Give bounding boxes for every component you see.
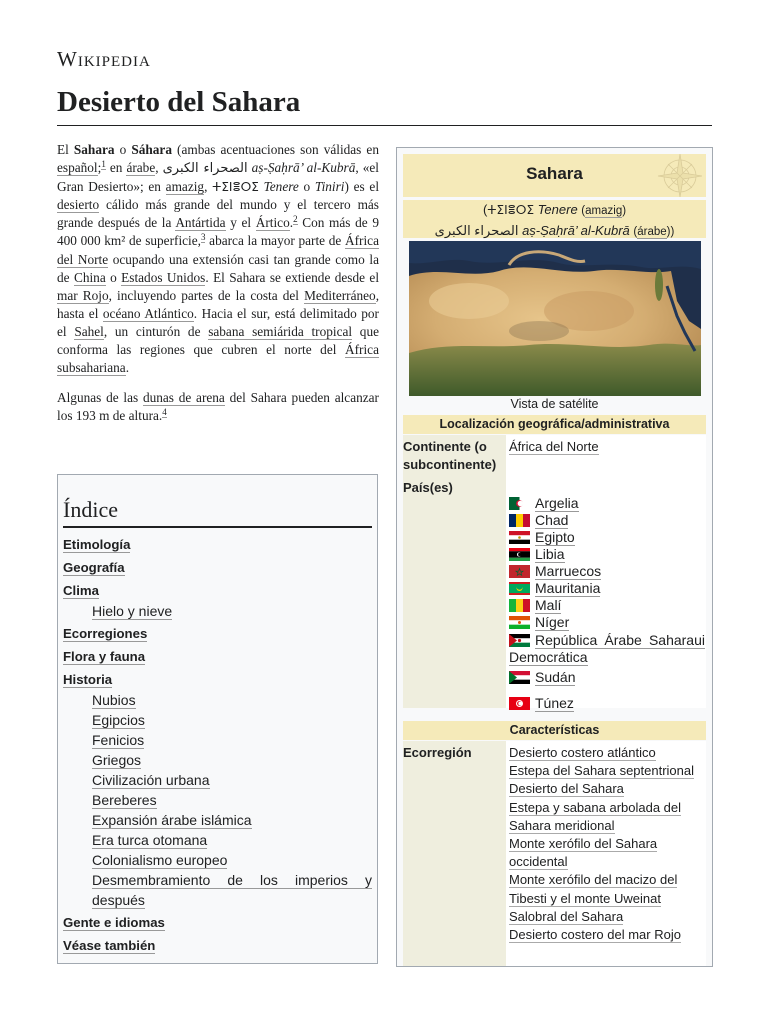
flag-egypt-icon <box>509 531 530 544</box>
toc-item-label[interactable]: Clima <box>63 583 99 598</box>
ecoregion-item[interactable] <box>509 762 707 780</box>
toc-subitem-label[interactable]: Bereberes <box>92 792 157 808</box>
infobox-header <box>403 154 706 197</box>
flag-algeria-icon <box>509 497 530 510</box>
countries-label: País(es) <box>403 480 453 495</box>
toc-subitem-label[interactable]: Civilización urbana <box>92 772 210 788</box>
country-name[interactable]: Mauritania <box>535 580 601 596</box>
label-column-location <box>403 435 506 708</box>
country-name[interactable]: Sudán <box>535 669 576 685</box>
toc-subitem[interactable] <box>92 810 372 830</box>
ecoregion-item[interactable] <box>509 744 707 762</box>
country-name[interactable]: Egipto <box>535 529 575 545</box>
toc-title: Índice <box>63 475 372 528</box>
ref-1[interactable]: 1 <box>101 158 106 169</box>
link-africa-subsahariana[interactable]: África subsahariana <box>57 342 379 376</box>
arabic-name: الصحراء الكبرى <box>162 161 248 177</box>
section-location-header: Localización geográfica/administrativa <box>403 415 706 434</box>
toc-item-label[interactable]: Gente e idiomas <box>63 915 165 930</box>
ecoregion-link[interactable]: Desierto costero del mar Rojo <box>509 927 681 943</box>
section-features-header: Características <box>403 721 706 740</box>
country-chad[interactable] <box>509 512 568 529</box>
ecoregion-label: Ecorregión <box>403 745 472 760</box>
toc-subitem[interactable] <box>92 690 372 710</box>
country-name[interactable]: República Árabe Saharaui Democrática <box>509 632 705 665</box>
toc-item[interactable] <box>63 535 372 555</box>
intro-text <box>57 141 379 437</box>
satellite-image[interactable] <box>409 241 701 396</box>
toc-item[interactable] <box>63 936 372 956</box>
infobox-title: Sahara <box>526 164 583 183</box>
toc-subitem-label[interactable]: Nubios <box>92 692 136 708</box>
toc-subitem[interactable] <box>92 790 372 810</box>
ecoregion-item[interactable] <box>509 799 707 835</box>
flag-niger-icon <box>509 616 530 629</box>
ref-4[interactable]: 4 <box>162 406 167 417</box>
link-espanol[interactable]: español <box>57 160 98 176</box>
country-sahrawi[interactable] <box>509 632 705 666</box>
country-egypt[interactable] <box>509 529 575 546</box>
toc-subitem-label[interactable]: Expansión árabe islámica <box>92 812 252 828</box>
country-sudan[interactable] <box>509 669 575 686</box>
flag-sahrawi-icon <box>509 634 530 647</box>
link-arabe[interactable]: árabe <box>126 160 156 176</box>
page-title: Desierto del Sahara <box>57 86 301 118</box>
toc-subitem-label[interactable]: Era turca otomana <box>92 832 208 848</box>
ecoregion-link[interactable]: Estepa del Sahara septentrional <box>509 763 695 779</box>
country-name[interactable]: Malí <box>535 597 562 613</box>
ecoregion-link[interactable]: Estepa y sabana arbolada del Sahara meridional <box>509 799 682 833</box>
link-oceano-atlantico[interactable]: océano Atlántico <box>102 305 194 321</box>
translit-name: aṣ-Ṣaḥrā’ al-Kubrā <box>251 160 356 176</box>
ref-2[interactable]: 2 <box>293 213 298 224</box>
toc-item-label[interactable]: Geografía <box>63 560 125 575</box>
tifinagh-name: ⵜⵉⵏⴻⵔⵉ <box>212 180 259 195</box>
country-name[interactable]: Marruecos <box>535 563 602 579</box>
country-name[interactable]: Argelia <box>535 495 579 511</box>
toc-item-label[interactable]: Etimología <box>63 537 131 552</box>
continent-value[interactable]: África del Norte <box>509 439 599 454</box>
link-antartida[interactable]: Antártida <box>175 215 226 231</box>
toc-subitem[interactable] <box>92 850 372 870</box>
link-artico[interactable]: Ártico <box>255 215 290 231</box>
country-libya[interactable] <box>509 546 565 563</box>
country-morocco[interactable] <box>509 563 601 580</box>
ecoregion-link[interactable]: Salobral del Sahara <box>509 908 624 924</box>
ref-3[interactable]: 3 <box>200 232 206 243</box>
toc-subitem-label[interactable]: Desmembramiento de los imperios y después <box>92 872 372 908</box>
infobox-native-names: (ⵜⵉⵏⴻⵔⵉ Tenere (amazig) الصحراء الكبرى aṣ-Ṣaḥrā’ al-Kubrā (árabe)) <box>403 200 706 238</box>
toc-item[interactable] <box>63 558 372 578</box>
table-of-contents <box>57 474 378 964</box>
flag-morocco-icon <box>509 565 530 578</box>
link-sahel[interactable]: Sahel <box>74 323 104 339</box>
ecoregion-item[interactable] <box>509 871 707 907</box>
link-china[interactable]: China <box>73 269 106 285</box>
link-amazig-lang[interactable]: amazig <box>585 205 623 217</box>
ecoregion-item[interactable] <box>509 926 707 944</box>
toc-item-label[interactable]: Flora y fauna <box>63 649 146 664</box>
link-desierto[interactable]: desierto <box>57 197 100 213</box>
toc-subitem[interactable] <box>92 770 372 790</box>
country-algeria[interactable] <box>509 495 579 512</box>
toc-subitem[interactable] <box>92 870 372 910</box>
label-column-features <box>403 741 506 967</box>
toc-subitem-label[interactable]: Griegos <box>92 752 142 768</box>
toc-subitem[interactable] <box>92 601 372 621</box>
flag-libya-icon <box>509 548 530 561</box>
country-name[interactable]: Níger <box>535 614 570 630</box>
link-estados-unidos[interactable]: Estados Unidos <box>121 269 206 285</box>
toc-item[interactable] <box>63 647 372 667</box>
toc-subitem[interactable] <box>92 710 372 730</box>
link-amazig[interactable]: amazig <box>165 179 205 195</box>
link-mar-rojo[interactable]: mar Rojo <box>57 287 109 303</box>
toc-subitem[interactable] <box>92 830 372 850</box>
ecoregion-link[interactable]: Monte xerófilo del macizo del Tibesti y el monte Uweinat <box>509 872 678 906</box>
toc-subitem[interactable] <box>92 750 372 770</box>
flag-chad-icon <box>509 514 530 527</box>
toc-subitem[interactable] <box>92 730 372 750</box>
ecoregion-item[interactable] <box>509 908 707 926</box>
country-niger[interactable] <box>509 614 569 631</box>
link-africa-norte[interactable]: África del Norte <box>57 233 379 267</box>
ecoregion-item[interactable] <box>509 835 707 871</box>
flag-sudan-icon <box>509 671 530 684</box>
country-mauritania[interactable] <box>509 580 600 597</box>
toc-item[interactable] <box>63 670 372 910</box>
link-dunas[interactable]: dunas de arena <box>142 390 225 406</box>
toc-item[interactable] <box>63 913 372 933</box>
flag-tunisia-icon <box>509 697 530 710</box>
link-sabana[interactable]: sabana semiárida tropical <box>208 323 353 339</box>
country-name[interactable]: Libia <box>535 546 565 562</box>
toc-subitem-label[interactable]: Hielo y nieve <box>92 603 173 619</box>
ecoregion-link[interactable]: Monte xerófilo del Sahara occidental <box>509 836 658 870</box>
infobox <box>396 147 713 967</box>
toc-item[interactable] <box>63 624 372 644</box>
ecoregion-list <box>509 744 707 944</box>
flag-mauritania-icon <box>509 582 530 595</box>
toc-list <box>63 535 372 956</box>
link-mediterraneo[interactable]: Mediterráneo <box>304 287 376 303</box>
toc-sublist <box>63 690 372 910</box>
link-arabe-lang[interactable]: árabe <box>637 226 667 238</box>
toc-item-label[interactable]: Véase también <box>63 938 156 953</box>
ecoregion-link[interactable]: Desierto costero atlántico <box>509 745 656 760</box>
continent-label: Continente (o subcontinente) <box>403 439 497 472</box>
intro-paragraph-2: Algunas de las dunas de arena del Sahara pueden alcanzar los 193 m de altura.$^4$ <box>57 390 379 424</box>
toc-item-label[interactable]: Historia <box>63 672 113 687</box>
country-mali[interactable] <box>509 597 561 614</box>
ecoregion-item[interactable] <box>509 780 707 798</box>
ecoregion-link[interactable]: Desierto del Sahara <box>509 781 624 797</box>
flag-mali-icon <box>509 599 530 612</box>
country-tunisia[interactable] <box>509 695 574 712</box>
image-caption: Vista de satélite <box>510 397 599 411</box>
toc-subitem-label[interactable]: Egipcios <box>92 712 145 728</box>
toc-subitem-label[interactable]: Colonialismo europeo <box>92 852 228 868</box>
wikipedia-wordmark: Wikipedia <box>57 47 151 71</box>
title-divider <box>57 125 712 126</box>
country-name[interactable]: Chad <box>535 512 569 528</box>
toc-item-label[interactable]: Ecorregiones <box>63 626 148 641</box>
toc-item[interactable] <box>63 581 372 621</box>
toc-sublist <box>63 601 372 621</box>
toc-subitem-label[interactable]: Fenicios <box>92 732 145 748</box>
country-name[interactable]: Túnez <box>535 695 574 711</box>
intro-paragraph-1: El Sahara o Sáhara (ambas acentuaciones son válidas en español;$^1$ en árabe, الصحراء الكبرى aṣ-Ṣaḥrā’ al-Kubrā, «el Gran Desierto»; en amazig, ⵜⵉⵏⴻⵔⵉ Tenere o Tiniri) es el desierto cálido más grande del mundo y el tercero más grande después de la Antártida y el Ártico.$^2$ Con más de 9 400 000 km² de superficie,$^3$ abarca la mayor parte de África del Norte ocupando una extensión casi tan grande como la de China o Estados Unidos. El Sahara se extiende desde el mar Rojo, incluyendo partes de la costa del Mediterráneo, hasta el océano Atlántico. Hacia el sur, está delimitado por el Sahel, un cinturón de sabana semiárida tropical que conforma las regiones que cubren el norte del África subsahariana. <box>57 142 380 376</box>
